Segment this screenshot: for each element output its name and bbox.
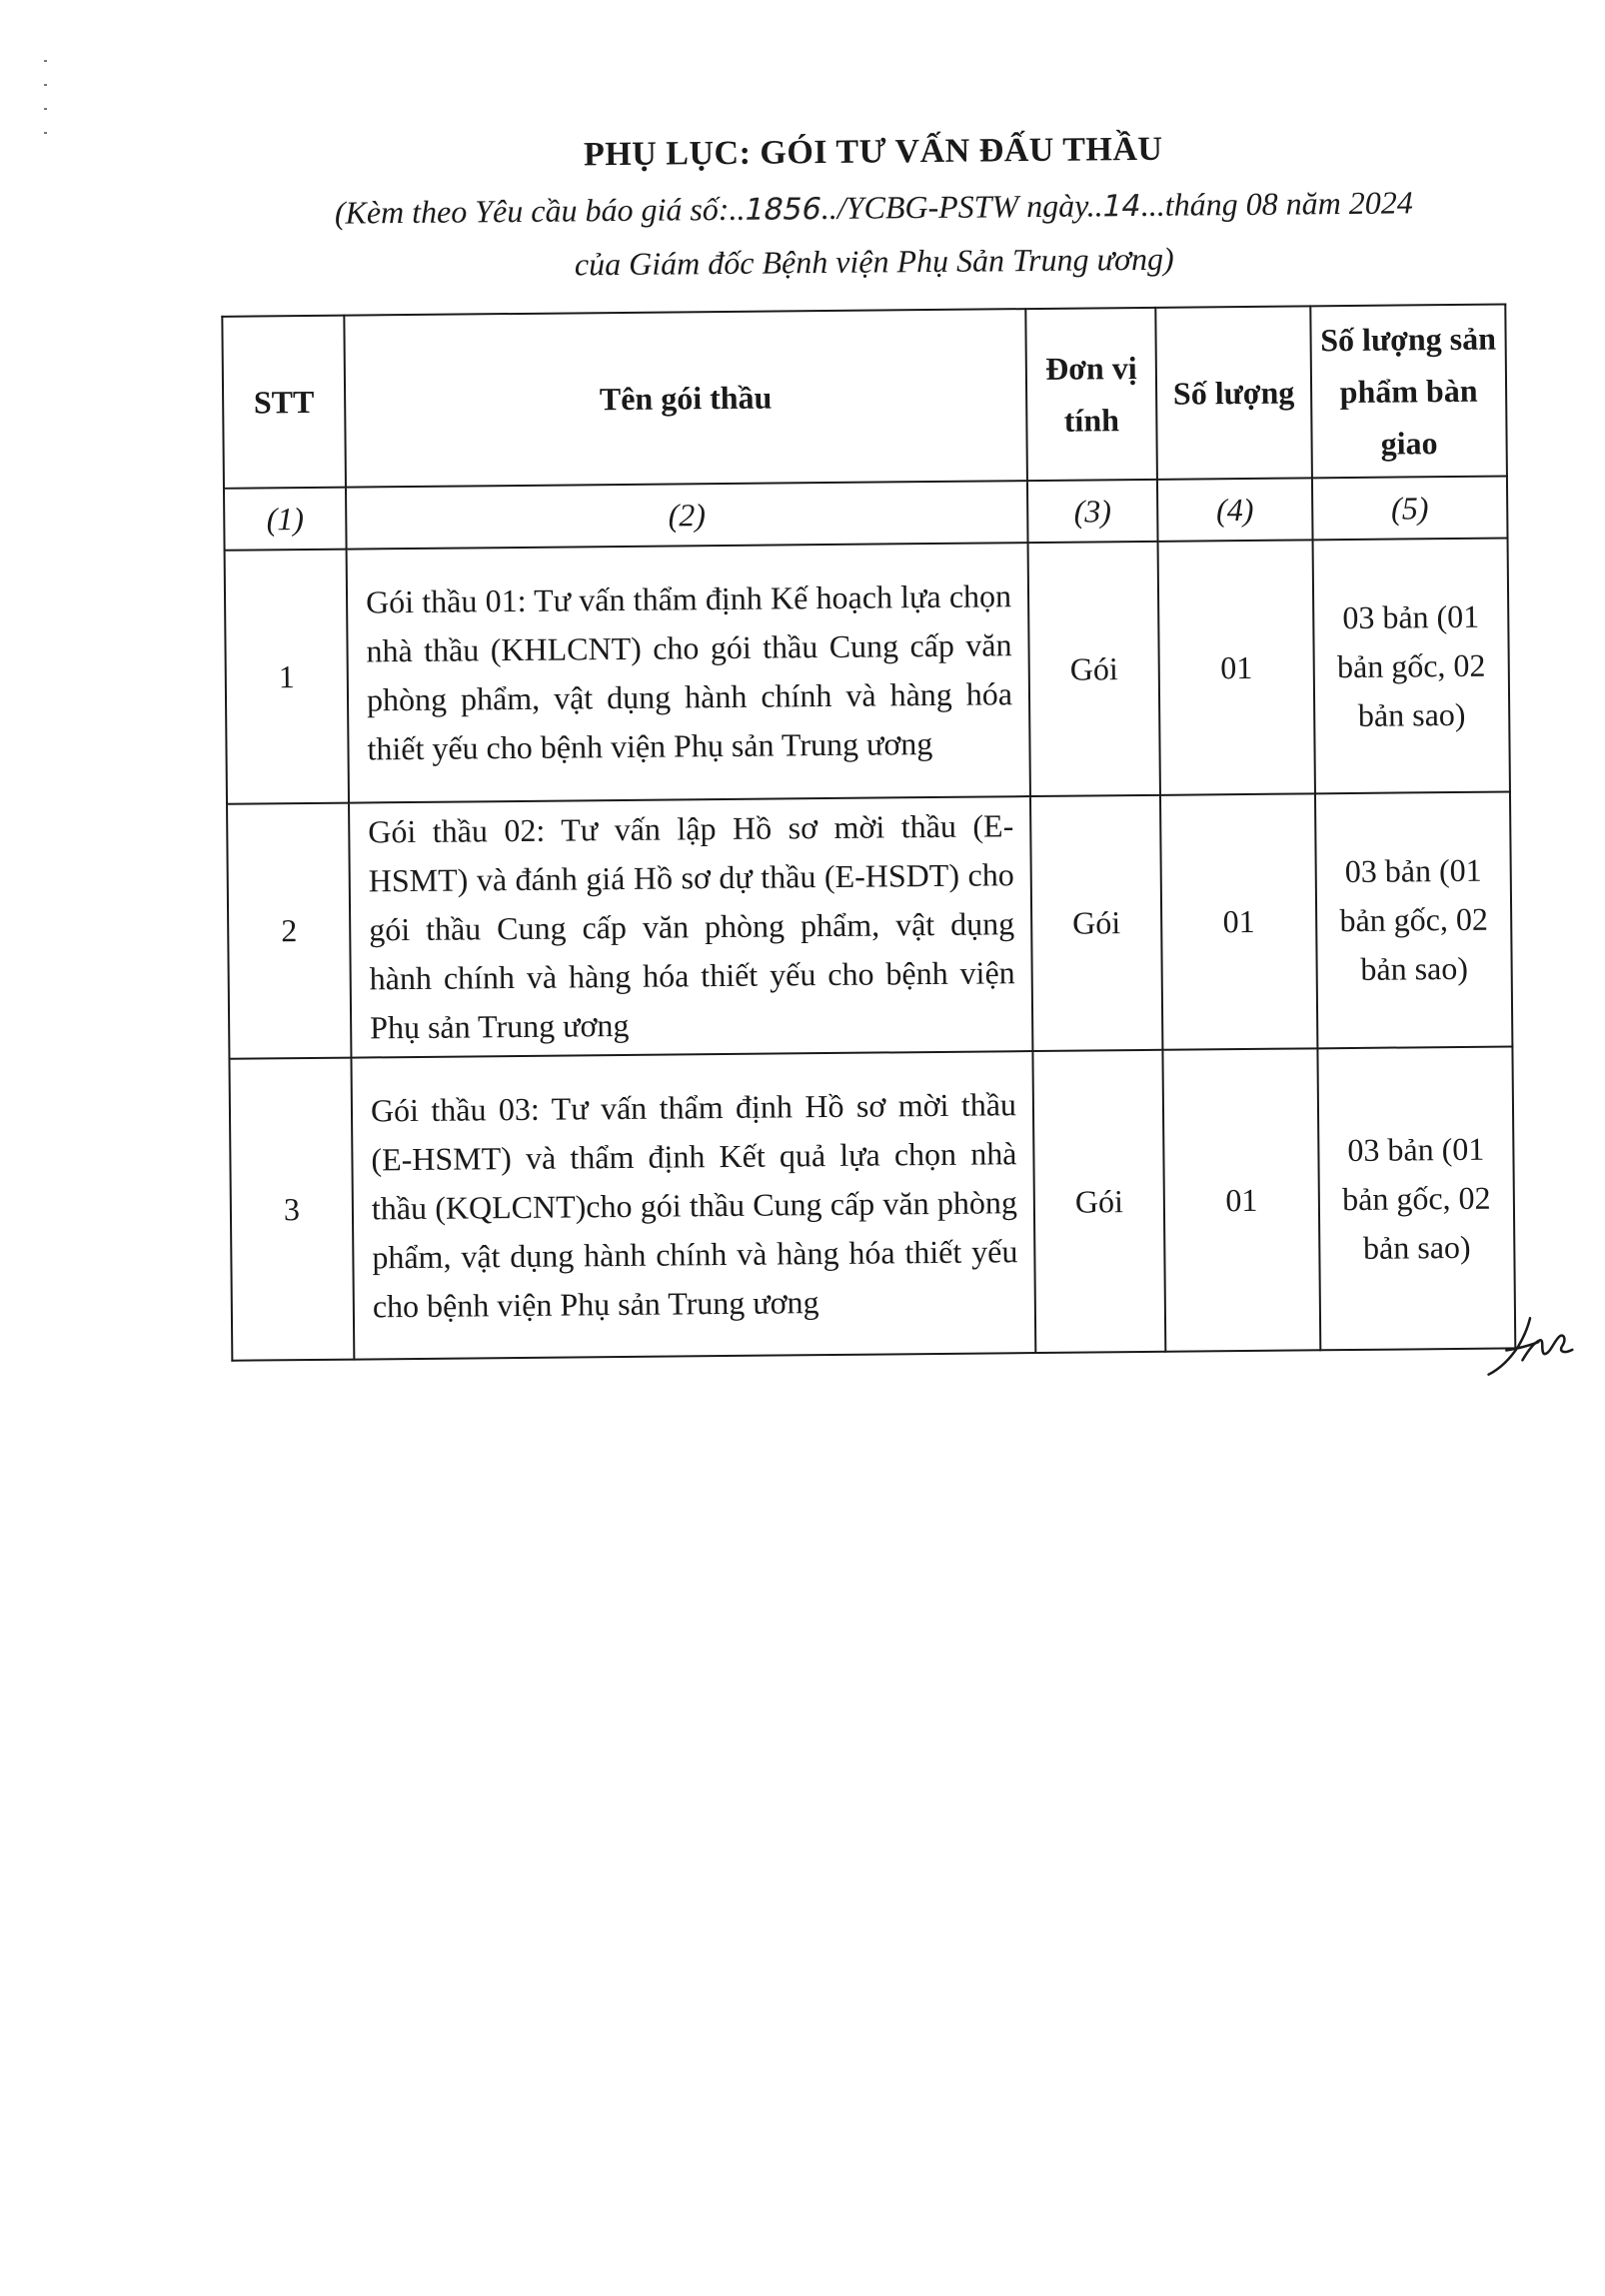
table-row xyxy=(225,538,1510,803)
table-header-row xyxy=(222,304,1507,488)
table-row xyxy=(227,791,1512,1058)
request-number-handwritten: 1856 xyxy=(741,192,825,228)
row-deliverables: 03 bản (01 bản gốc, 02 bản sao) xyxy=(1317,1046,1515,1350)
subtitle-suffix: ...tháng 08 năm 2024 xyxy=(1140,184,1413,223)
table-row xyxy=(229,1046,1515,1360)
row-unit: Gói xyxy=(1028,542,1160,796)
row-quantity: 01 xyxy=(1160,793,1317,1049)
row-unit: Gói xyxy=(1032,1050,1165,1353)
header-package-name: Tên gói thầu xyxy=(344,309,1027,488)
row-stt: 1 xyxy=(225,550,349,804)
row-stt: 2 xyxy=(227,803,351,1059)
handwritten-initials-icon xyxy=(1484,1310,1575,1381)
subtitle-prefix: (Kèm theo Yêu cầu báo giá số:.. xyxy=(334,190,746,231)
header-unit: Đơn vị tính xyxy=(1025,308,1157,481)
subtitle-middle: ../YCBG-PSTW ngày.. xyxy=(820,187,1103,227)
column-index: (5) xyxy=(1312,476,1508,540)
row-quantity: 01 xyxy=(1158,540,1315,794)
header-stt: STT xyxy=(222,316,346,489)
row-package-name: Gói thầu 03: Tư vấn thẩm định Hồ sơ mời thầu (E-HSMT) và thẩm định Kết quả lựa chọn nhà thầu (KQLCNT)cho gói thầu Cung cấp văn phòng phẩm, vật dụng hành chính và hàng hóa thiết yếu cho bệnh viện Phụ sản Trung ương xyxy=(351,1051,1035,1360)
header-deliverables: Số lượng sản phẩm bàn giao xyxy=(1310,304,1507,478)
column-index: (1) xyxy=(224,488,347,551)
row-unit: Gói xyxy=(1030,795,1162,1051)
header-quantity: Số lượng xyxy=(1155,306,1312,479)
column-index: (3) xyxy=(1027,480,1158,543)
row-deliverables: 03 bản (01 bản gốc, 02 bản sao) xyxy=(1315,791,1512,1048)
row-quantity: 01 xyxy=(1162,1048,1320,1351)
column-index: (2) xyxy=(346,481,1028,550)
row-package-name: Gói thầu 02: Tư vấn lập Hồ sơ mời thầu (E-HSMT) và đánh giá Hồ sơ dự thầu (E-HSDT) cho gói thầu Cung cấp văn phòng phẩm, vật dụng hành chính và hàng hóa thiết yếu cho bệnh viện Phụ sản Trung ương xyxy=(349,796,1032,1058)
day-handwritten: 14 xyxy=(1099,188,1145,225)
subtitle-issuer-line: của Giám đốc Bệnh viện Phụ Sản Trung ương) xyxy=(574,240,1174,283)
page-title: PHỤ LỤC: GÓI TƯ VẤN ĐẤU THẦU xyxy=(583,130,1163,174)
row-deliverables: 03 bản (01 bản gốc, 02 bản sao) xyxy=(1313,538,1510,793)
column-index: (4) xyxy=(1157,478,1313,541)
row-stt: 3 xyxy=(229,1058,354,1361)
subtitle-reference-line xyxy=(224,183,1523,232)
row-package-name: Gói thầu 01: Tư vấn thẩm định Kế hoạch lựa chọn nhà thầu (KHLCNT) cho gói thầu Cung cấp văn phòng phẩm, vật dụng hành chính và hàng hóa thiết yếu cho bệnh viện Phụ sản Trung ương xyxy=(347,543,1030,803)
bidding-package-table xyxy=(221,303,1516,1361)
